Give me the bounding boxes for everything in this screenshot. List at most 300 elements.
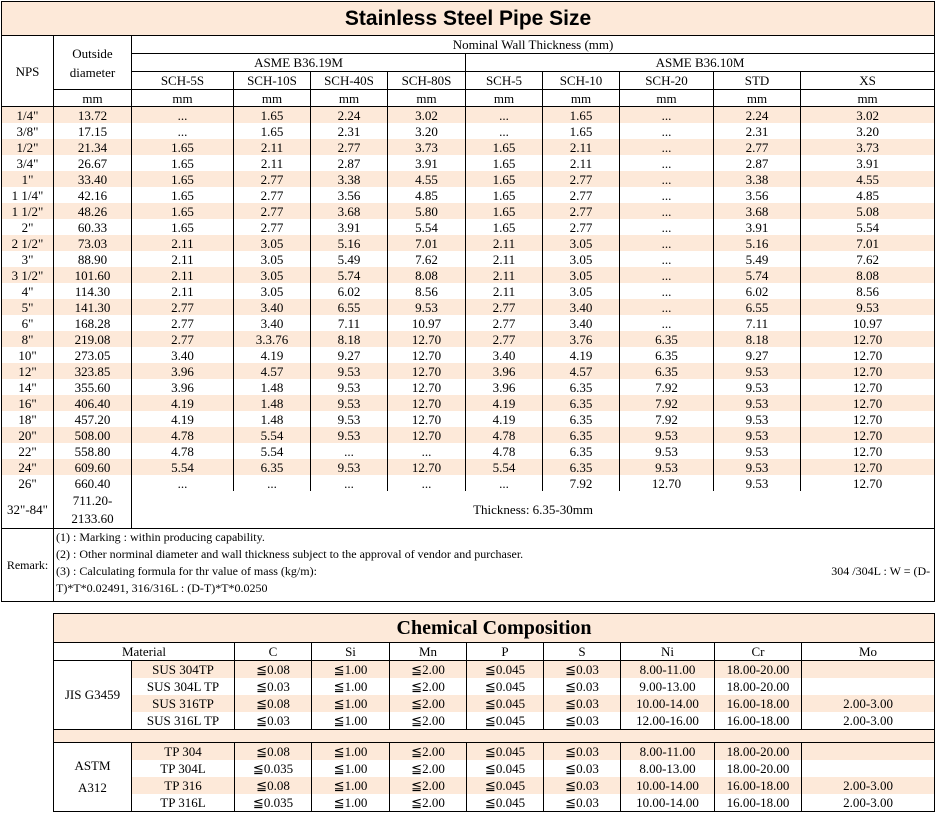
thickness-cell: 2.77 xyxy=(234,187,311,203)
table-row xyxy=(2,427,935,443)
thickness-cell: 10.97 xyxy=(388,315,466,331)
thickness-cell: 3.02 xyxy=(801,107,935,124)
composition-cell: 2.00-3.00 xyxy=(802,712,935,730)
od-cell: 609.60 xyxy=(54,459,132,475)
thickness-cell: 3.91 xyxy=(714,219,801,235)
material-cell: TP 316L xyxy=(132,794,235,812)
composition-cell: ≦2.00 xyxy=(390,794,467,812)
composition-cell: ≦1.00 xyxy=(312,678,390,695)
thickness-cell: 1.65 xyxy=(132,187,234,203)
thickness-cell: 7.01 xyxy=(388,235,466,251)
composition-cell: ≦0.045 xyxy=(467,712,544,730)
composition-cell: 18.00-20.00 xyxy=(715,661,802,679)
thickness-cell: 1.65 xyxy=(234,123,311,139)
thickness-cell: 3.91 xyxy=(801,155,935,171)
nps-cell: 1 1/4" xyxy=(2,187,54,203)
table-row xyxy=(2,251,935,267)
thickness-cell: 4.19 xyxy=(132,395,234,411)
thickness-cell: 5.54 xyxy=(234,427,311,443)
composition-cell: ≦0.045 xyxy=(467,661,544,679)
chem-header: Cr xyxy=(715,643,802,661)
unit-label: mm xyxy=(132,90,234,107)
thickness-cell: 9.53 xyxy=(311,363,388,379)
remark-text xyxy=(54,529,935,602)
thickness-cell: ... xyxy=(620,171,714,187)
thickness-cell: 1.65 xyxy=(466,219,543,235)
remark-row xyxy=(2,529,935,602)
chem-header: S xyxy=(544,643,621,661)
thickness-cell: 6.35 xyxy=(543,459,620,475)
composition-cell: ≦0.035 xyxy=(235,794,312,812)
composition-cell: ≦2.00 xyxy=(390,743,467,761)
thickness-cell: 2.77 xyxy=(311,139,388,155)
thickness-cell: 9.27 xyxy=(714,347,801,363)
thickness-cell: 2.31 xyxy=(311,123,388,139)
thickness-cell: 2.77 xyxy=(543,171,620,187)
nps-cell: 8" xyxy=(2,331,54,347)
table-row xyxy=(54,760,935,777)
thickness-cell: ... xyxy=(620,283,714,299)
chem-header: P xyxy=(467,643,544,661)
thickness-cell: 2.11 xyxy=(234,139,311,155)
thickness-cell: 3.40 xyxy=(234,315,311,331)
thickness-cell: 3.96 xyxy=(466,363,543,379)
thickness-cell: 9.27 xyxy=(311,347,388,363)
thickness-cell: 3.73 xyxy=(388,139,466,155)
thickness-cell: 3.05 xyxy=(543,283,620,299)
thickness-cell: 1.65 xyxy=(466,155,543,171)
thickness-cell: 1.65 xyxy=(234,107,311,124)
thickness-cell: 12.70 xyxy=(801,395,935,411)
thickness-cell: 3.05 xyxy=(543,235,620,251)
remark-line: (2) : Other norminal diameter and wall thickness subject to the approval of vendor and purchaser. xyxy=(56,547,524,561)
schedule-header: SCH-10S xyxy=(234,72,311,90)
thickness-cell: 2.77 xyxy=(466,299,543,315)
thickness-cell: ... xyxy=(466,475,543,491)
remark-label: Remark: xyxy=(2,529,54,602)
thickness-cell: ... xyxy=(311,443,388,459)
composition-cell: ≦0.03 xyxy=(544,661,621,679)
table-row xyxy=(2,203,935,219)
od-cell: 355.60 xyxy=(54,379,132,395)
thickness-cell: 6.35 xyxy=(620,363,714,379)
thickness-cell: 1.65 xyxy=(543,107,620,124)
table-row xyxy=(2,363,935,379)
table-row xyxy=(2,283,935,299)
composition-cell: ≦1.00 xyxy=(312,794,390,812)
thickness-cell: 1.65 xyxy=(466,187,543,203)
thickness-cell: ... xyxy=(132,475,234,491)
thickness-cell: ... xyxy=(620,203,714,219)
composition-cell: 10.00-14.00 xyxy=(621,794,715,812)
thickness-cell: 9.53 xyxy=(714,459,801,475)
composition-cell xyxy=(802,678,935,695)
od-cell: 406.40 xyxy=(54,395,132,411)
table-row xyxy=(2,475,935,491)
thickness-cell: 6.35 xyxy=(543,411,620,427)
table-row xyxy=(2,187,935,203)
nps-cell: 22" xyxy=(2,443,54,459)
thickness-cell: 9.53 xyxy=(801,299,935,315)
composition-cell: 10.00-14.00 xyxy=(621,695,715,712)
nps-cell: 3" xyxy=(2,251,54,267)
thickness-cell: 2.87 xyxy=(714,155,801,171)
thickness-cell: 9.53 xyxy=(311,395,388,411)
table-row xyxy=(54,661,935,679)
thickness-cell: ... xyxy=(620,219,714,235)
thickness-cell: 3.38 xyxy=(714,171,801,187)
thickness-cell: 8.18 xyxy=(714,331,801,347)
thickness-cell: ... xyxy=(466,123,543,139)
table-row xyxy=(2,171,935,187)
thickness-cell: 9.53 xyxy=(311,427,388,443)
table-row xyxy=(2,411,935,427)
thickness-cell: 4.78 xyxy=(466,427,543,443)
thickness-cell: 5.74 xyxy=(311,267,388,283)
schedule-header: XS xyxy=(801,72,935,90)
composition-cell: ≦0.035 xyxy=(235,760,312,777)
thickness-cell: 2.77 xyxy=(234,171,311,187)
thickness-cell: 8.18 xyxy=(311,331,388,347)
thickness-cell: 3.96 xyxy=(132,379,234,395)
composition-cell: ≦0.03 xyxy=(544,678,621,695)
thickness-cell: 3.91 xyxy=(388,155,466,171)
table-row xyxy=(2,107,935,124)
od-cell: 114.30 xyxy=(54,283,132,299)
thickness-cell: 3.05 xyxy=(543,267,620,283)
thickness-cell: 2.77 xyxy=(132,331,234,347)
schedule-header: SCH-5 xyxy=(466,72,543,90)
thickness-cell: 2.31 xyxy=(714,123,801,139)
composition-cell: ≦0.03 xyxy=(544,777,621,794)
nps-cell: 32"-84" xyxy=(2,491,54,529)
od-cell: 73.03 xyxy=(54,235,132,251)
thickness-cell: 3.40 xyxy=(234,299,311,315)
thickness-cell: 4.19 xyxy=(466,395,543,411)
composition-cell: 2.00-3.00 xyxy=(802,794,935,812)
od-line: 711.20- xyxy=(72,492,113,508)
composition-cell: ≦0.03 xyxy=(544,760,621,777)
unit-label: mm xyxy=(54,90,132,107)
thickness-cell: ... xyxy=(620,187,714,203)
composition-cell: ≦0.08 xyxy=(235,777,312,794)
thickness-cell: 12.70 xyxy=(388,363,466,379)
table-row xyxy=(54,743,935,761)
thickness-cell: 2.87 xyxy=(311,155,388,171)
composition-cell: ≦2.00 xyxy=(390,678,467,695)
composition-cell: 2.00-3.00 xyxy=(802,695,935,712)
thickness-cell: 5.74 xyxy=(714,267,801,283)
thickness-cell: 3.76 xyxy=(543,331,620,347)
nps-cell: 1 1/2" xyxy=(2,203,54,219)
composition-cell: ≦0.03 xyxy=(544,743,621,761)
table-row xyxy=(2,459,935,475)
od-cell: 48.26 xyxy=(54,203,132,219)
thickness-cell: 2.77 xyxy=(466,331,543,347)
thickness-cell: 1.65 xyxy=(132,171,234,187)
od-cell: 508.00 xyxy=(54,427,132,443)
thickness-cell: 5.16 xyxy=(714,235,801,251)
thickness-cell: 7.62 xyxy=(801,251,935,267)
thickness-cell: 3.73 xyxy=(801,139,935,155)
thickness-cell: 6.35 xyxy=(543,427,620,443)
thickness-cell: 3.40 xyxy=(543,315,620,331)
composition-cell: ≦2.00 xyxy=(390,712,467,730)
thickness-cell: 3.05 xyxy=(234,267,311,283)
thickness-cell: 4.78 xyxy=(132,443,234,459)
thickness-cell: 2.11 xyxy=(132,283,234,299)
outside-diameter-header-text: Outside diameter xyxy=(69,45,116,80)
thickness-cell: 2.77 xyxy=(714,139,801,155)
od-cell: 323.85 xyxy=(54,363,132,379)
thickness-cell: 12.70 xyxy=(620,475,714,491)
thickness-cell: 7.92 xyxy=(620,411,714,427)
composition-cell: ≦0.045 xyxy=(467,695,544,712)
composition-cell: ≦1.00 xyxy=(312,760,390,777)
chemical-composition-table xyxy=(53,613,935,812)
thickness-cell: ... xyxy=(620,107,714,124)
standard-cell xyxy=(54,743,132,812)
unit-label: mm xyxy=(466,90,543,107)
composition-cell: ≦2.00 xyxy=(390,695,467,712)
od-cell: 101.60 xyxy=(54,267,132,283)
thickness-cell: 2.11 xyxy=(466,267,543,283)
thickness-cell: 4.55 xyxy=(801,171,935,187)
thickness-cell: ... xyxy=(466,107,543,124)
od-cell: 33.40 xyxy=(54,171,132,187)
thickness-cell: 4.57 xyxy=(543,363,620,379)
thickness-cell: 1.65 xyxy=(543,123,620,139)
nps-cell: 16" xyxy=(2,395,54,411)
thickness-cell: 9.53 xyxy=(714,395,801,411)
thickness-cell: 3.68 xyxy=(714,203,801,219)
thickness-cell: 3.20 xyxy=(388,123,466,139)
thickness-cell: 3.91 xyxy=(311,219,388,235)
nps-cell: 24" xyxy=(2,459,54,475)
thickness-cell: 4.78 xyxy=(132,427,234,443)
thickness-cell: ... xyxy=(311,475,388,491)
thickness-cell: 5.54 xyxy=(132,459,234,475)
table-row xyxy=(2,315,935,331)
thickness-cell: 1.65 xyxy=(132,203,234,219)
thickness-cell: 9.53 xyxy=(620,459,714,475)
composition-cell: ≦1.00 xyxy=(312,712,390,730)
pipe-table-title: Stainless Steel Pipe Size xyxy=(2,2,935,36)
thickness-cell: 4.85 xyxy=(388,187,466,203)
thickness-cell: 6.35 xyxy=(234,459,311,475)
standard-label: ASTM xyxy=(74,758,111,773)
table-row xyxy=(2,395,935,411)
thickness-cell: ... xyxy=(234,475,311,491)
thickness-cell: 6.35 xyxy=(620,331,714,347)
nps-cell: 18" xyxy=(2,411,54,427)
thickness-cell: 3.20 xyxy=(801,123,935,139)
large-size-row xyxy=(2,491,935,529)
thickness-cell: 9.53 xyxy=(311,379,388,395)
thickness-cell: 2.24 xyxy=(311,107,388,124)
thickness-cell: 3.56 xyxy=(311,187,388,203)
table-row xyxy=(54,695,935,712)
thickness-cell: 2.11 xyxy=(132,235,234,251)
table-row xyxy=(2,331,935,347)
thickness-cell: 1.65 xyxy=(132,139,234,155)
nps-cell: 3 1/2" xyxy=(2,267,54,283)
thickness-cell: 7.11 xyxy=(714,315,801,331)
thickness-cell: 9.53 xyxy=(388,299,466,315)
composition-cell: ≦1.00 xyxy=(312,777,390,794)
composition-cell: 10.00-14.00 xyxy=(621,777,715,794)
table-row xyxy=(2,347,935,363)
thickness-cell: 12.70 xyxy=(801,443,935,459)
thickness-cell: ... xyxy=(620,139,714,155)
table-row xyxy=(2,155,935,171)
table-row xyxy=(2,379,935,395)
thickness-cell: 7.11 xyxy=(311,315,388,331)
thickness-cell: 3.05 xyxy=(234,283,311,299)
pipe-size-table xyxy=(1,1,935,602)
thickness-cell: 12.70 xyxy=(388,379,466,395)
material-cell: TP 304 xyxy=(132,743,235,761)
thickness-cell: 3.38 xyxy=(311,171,388,187)
asme-b3610-header: ASME B36.10M xyxy=(466,54,935,72)
thickness-cell: 9.53 xyxy=(714,411,801,427)
thickness-cell: 4.19 xyxy=(466,411,543,427)
od-cell: 42.16 xyxy=(54,187,132,203)
chem-header: Mo xyxy=(802,643,935,661)
group-separator xyxy=(54,730,935,743)
composition-cell: ≦2.00 xyxy=(390,777,467,794)
composition-cell: ≦0.08 xyxy=(235,743,312,761)
composition-cell: ≦0.03 xyxy=(235,712,312,730)
thickness-cell: 2.11 xyxy=(543,139,620,155)
thickness-cell: 3.05 xyxy=(234,251,311,267)
nps-cell: 4" xyxy=(2,283,54,299)
thickness-cell: 7.01 xyxy=(801,235,935,251)
unit-label: mm xyxy=(543,90,620,107)
thickness-cell: 3.56 xyxy=(714,187,801,203)
thickness-cell: ... xyxy=(132,123,234,139)
thickness-cell: 7.92 xyxy=(620,395,714,411)
thickness-cell: 6.35 xyxy=(543,395,620,411)
thickness-cell: 1.65 xyxy=(466,171,543,187)
thickness-cell: 3.68 xyxy=(311,203,388,219)
thickness-cell: 4.57 xyxy=(234,363,311,379)
composition-cell: 18.00-20.00 xyxy=(715,678,802,695)
unit-label: mm xyxy=(801,90,935,107)
composition-cell: ≦2.00 xyxy=(390,661,467,679)
composition-cell: ≦0.08 xyxy=(235,695,312,712)
composition-cell: 8.00-13.00 xyxy=(621,760,715,777)
table-row xyxy=(2,235,935,251)
nps-cell: 2" xyxy=(2,219,54,235)
thickness-cell: 5.54 xyxy=(801,219,935,235)
material-cell: TP 316 xyxy=(132,777,235,794)
remark-line: (1) : Marking : within producing capability. xyxy=(56,530,265,544)
nps-cell: 1/2" xyxy=(2,139,54,155)
thickness-cell: ... xyxy=(388,443,466,459)
od-line: 2133.60 xyxy=(71,510,114,526)
thickness-cell: 3.05 xyxy=(543,251,620,267)
composition-cell: 18.00-20.00 xyxy=(715,760,802,777)
composition-cell: ≦0.045 xyxy=(467,760,544,777)
thickness-cell: 5.16 xyxy=(311,235,388,251)
thickness-cell: 12.70 xyxy=(801,363,935,379)
composition-cell: ≦0.045 xyxy=(467,794,544,812)
thickness-cell: 6.55 xyxy=(714,299,801,315)
table-row xyxy=(54,777,935,794)
thickness-cell: 1.65 xyxy=(132,219,234,235)
thickness-cell: 6.35 xyxy=(620,347,714,363)
thickness-cell: 4.55 xyxy=(388,171,466,187)
standard-cell xyxy=(54,661,132,730)
thickness-cell: 5.49 xyxy=(714,251,801,267)
table-row xyxy=(2,123,935,139)
od-cell: 168.28 xyxy=(54,315,132,331)
thickness-cell: 1.48 xyxy=(234,411,311,427)
thickness-cell: 2.11 xyxy=(466,251,543,267)
nps-cell: 1/4" xyxy=(2,107,54,124)
thickness-cell: 6.02 xyxy=(714,283,801,299)
table-row xyxy=(2,299,935,315)
thickness-cell: 5.54 xyxy=(234,443,311,459)
thickness-cell: ... xyxy=(620,315,714,331)
od-cell: 457.20 xyxy=(54,411,132,427)
nps-cell: 20" xyxy=(2,427,54,443)
nps-cell: 1" xyxy=(2,171,54,187)
od-cell: 219.08 xyxy=(54,331,132,347)
thickness-cell: 2.77 xyxy=(543,219,620,235)
schedule-header: SCH-80S xyxy=(388,72,466,90)
thickness-cell: 4.19 xyxy=(543,347,620,363)
standard-label: A312 xyxy=(78,780,107,795)
nominal-wall-thickness-header: Nominal Wall Thickness (mm) xyxy=(132,36,935,54)
nps-cell: 12" xyxy=(2,363,54,379)
thickness-cell: 5.08 xyxy=(801,203,935,219)
thickness-cell: 3.40 xyxy=(543,299,620,315)
thickness-cell: 6.35 xyxy=(543,379,620,395)
composition-cell xyxy=(802,760,935,777)
chem-header: Material xyxy=(54,643,235,661)
thickness-cell: 12.70 xyxy=(388,331,466,347)
thickness-cell: 3.40 xyxy=(132,347,234,363)
thickness-cell: 3.96 xyxy=(132,363,234,379)
composition-cell: ≦1.00 xyxy=(312,695,390,712)
od-cell: 60.33 xyxy=(54,219,132,235)
thickness-cell: 4.19 xyxy=(234,347,311,363)
table-row xyxy=(2,443,935,459)
composition-cell: ≦1.00 xyxy=(312,743,390,761)
thickness-cell: ... xyxy=(388,475,466,491)
schedule-header: SCH-20 xyxy=(620,72,714,90)
thickness-cell: 8.08 xyxy=(801,267,935,283)
thickness-cell: 3.40 xyxy=(466,347,543,363)
thickness-cell: 8.08 xyxy=(388,267,466,283)
thickness-cell: 4.85 xyxy=(801,187,935,203)
thickness-cell: 4.19 xyxy=(132,411,234,427)
thickness-cell: 2.77 xyxy=(234,203,311,219)
remark-line: (3) : Calculating formula for thr value of mass (kg/m): xyxy=(56,564,317,578)
thickness-cell: ... xyxy=(620,155,714,171)
separator-cell xyxy=(54,730,935,743)
thickness-cell: 12.70 xyxy=(801,475,935,491)
nps-cell: 6" xyxy=(2,315,54,331)
nps-cell: 2 1/2" xyxy=(2,235,54,251)
thickness-cell: 5.54 xyxy=(466,459,543,475)
od-cell: 273.05 xyxy=(54,347,132,363)
thickness-cell: 2.77 xyxy=(543,187,620,203)
od-cell xyxy=(54,491,132,529)
thickness-cell: ... xyxy=(620,235,714,251)
